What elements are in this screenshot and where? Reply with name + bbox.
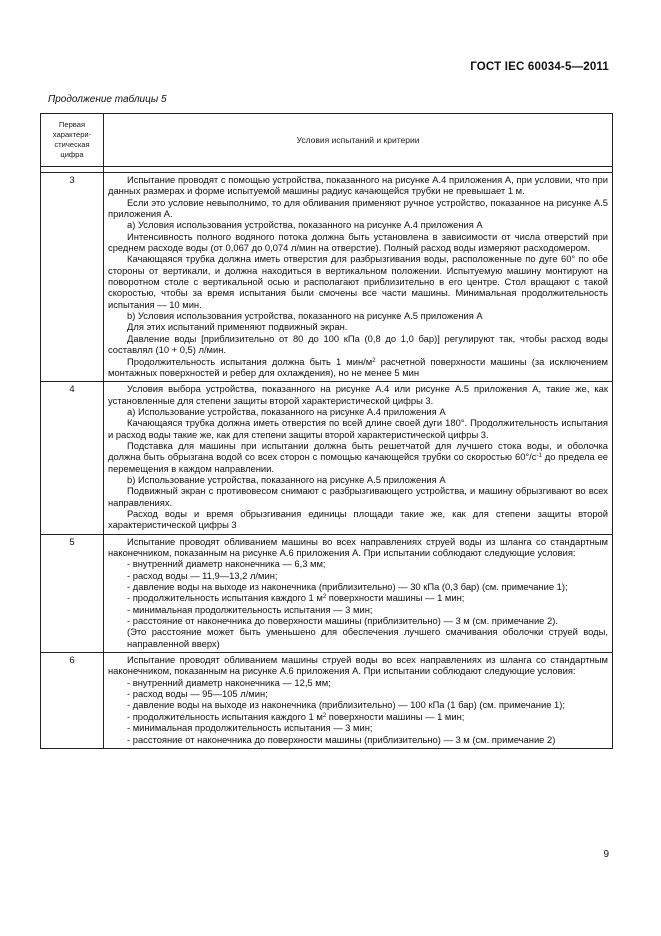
- condition-paragraph: Продолжительность испытания должна быть 1 мин/$м^2$ расчетной поверхности машины (за исключением монтажных поверхностей и ребер для охлаждения), но не менее 5 мин: [108, 355, 611, 378]
- page-number: 9: [603, 849, 609, 860]
- row-digit: 3: [41, 173, 104, 382]
- condition-list-item: - внутренний диаметр наконечника — 6,3 мм;: [127, 558, 326, 570]
- condition-paragraph: а) Использование устройства, показанного на рисунке А.4 приложения А: [127, 405, 446, 417]
- condition-paragraph: b) Использование устройства, показанного на рисунке А.5 приложения А: [127, 473, 446, 485]
- condition-paragraph: Интенсивность полного водяного потока должна быть установлена в зависимости от числа отверстий при среднем расходе воды (от 0,067 до 0,074 л/мин на отверстие). Полный расход воды измеряют расходомером.: [108, 230, 611, 254]
- condition-list-item: - давление воды на выходе из наконечника (приблизительно) — 30 кПа (0,3 бар) (см. примечание 1);: [127, 581, 568, 593]
- condition-paragraph: Испытание проводят обливанием машины струей воды во всех направлениях из шланга со стандартным наконечником, показанным на рисунке А.6 приложения А. При испытании соблюдают следующие условия:: [108, 654, 611, 677]
- condition-list-item: - расход воды — 11,9—13,2 л/мин;: [127, 569, 278, 581]
- condition-list-item: - расход воды — 95—105 л/мин;: [127, 688, 268, 700]
- document-code: ГОСТ IEC 60034-5—2011: [470, 61, 609, 73]
- condition-paragraph: b) Условия использования устройства, показанного на рисунке А.5 приложения А: [127, 310, 483, 322]
- condition-paragraph: а) Условия использования устройства, показанного на рисунке А.4 приложения А: [127, 219, 483, 231]
- condition-list-item: - продолжительность испытания каждого 1 $м^2$ поверхности машины — 1 мин;: [127, 592, 465, 604]
- condition-list-item: - продолжительность испытания каждого 1 $м^2$ поверхности машины — 1 мин;: [127, 710, 465, 722]
- condition-list-item: - расстояние от наконечника до поверхности машины (приблизительно) — 3 м (см. примечание 2).: [127, 615, 558, 627]
- row-digit: 6: [41, 653, 104, 749]
- condition-paragraph: Для этих испытаний применяют подвижный экран.: [127, 321, 348, 333]
- condition-paragraph: Условия выбора устройства, показанного на рисунке А.4 или рисунке А.5 приложения А, такие же, как установленные для степени защиты второй характеристической цифры 3.: [108, 383, 611, 406]
- condition-paragraph: Расход воды и время обрызгивания единицы площади такие же, как для степени защиты второй характеристической цифры 3: [108, 507, 611, 531]
- header-first-digit-line: характери-: [52, 130, 92, 139]
- row-conditions: [104, 173, 613, 382]
- condition-list-item: - минимальная продолжительность испытания — 3 мин;: [127, 722, 373, 734]
- row-digit: 4: [41, 382, 104, 534]
- table-row: [41, 653, 613, 749]
- condition-paragraph: Подставка для машины при испытании должна быть решетчатой для лучшего стока воды, и оболочка должна быть обрызгана водой со всех сторон с помощью качающейся трубки со скоростью $60^\circ/с^{-1}$ до предела ее перемещения в каждом направлении.: [108, 439, 611, 474]
- conditions-table: [40, 113, 613, 749]
- condition-paragraph: Подвижный экран с противовесом снимают с разбрызгивающего устройства, и машину обрызгивают во всех направлениях.: [108, 485, 611, 508]
- row-conditions: [104, 534, 613, 652]
- condition-paragraph: Давление воды [приблизительно от 80 до 100 кПа (0,8 до 1,0 бар)] регулируют так, чтобы расход воды составлял (10 + 0,5) л/мин.: [108, 332, 611, 356]
- condition-list-item: - расстояние от наконечника до поверхности машины (приблизительно) — 3 м (см. примечание 2): [127, 733, 556, 745]
- row-digit: 5: [41, 534, 104, 652]
- condition-paragraph: Испытание проводят с помощью устройства, показанного на рисунке А.4 приложения А, при условии, что при данных размерах и форме испытуемой машины радиус качающейся трубки не превышает 1 м.: [108, 174, 611, 197]
- row-conditions: [104, 382, 613, 534]
- header-first-digit-line: цифра: [60, 150, 84, 159]
- table-row: [41, 534, 613, 652]
- header-first-digit: [41, 114, 104, 167]
- header-first-digit-line: Первая: [58, 120, 86, 129]
- condition-paragraph: Качающаяся трубка должна иметь отверстия для разбрызгивания воды, расположенные по дуге 60° по обе стороны от вертикали, и должна находиться в вертикальном положении. Испытуемую машину монтируют на поворотном столе с вертикальной осью и располагают приблизительно в его центре. Стол вращают с такой скоростью, чтобы за время испытания были смочены все части машины. Минимальная продолжительность испытания — 10 мин.: [108, 253, 611, 310]
- condition-paragraph: Качающаяся трубка должна иметь отверстия по всей длине своей дуги 180°. Продолжительность испытания и расход воды такие же, как для степени защиты второй характеристической цифры 3.: [108, 417, 611, 440]
- condition-note: (Это расстояние может быть уменьшено для обеспечения лучшего смачивания оболочки струей воды, направленной вверх): [127, 626, 611, 649]
- condition-paragraph: Испытание проводят обливанием машины во всех направлениях струей воды из шланга со стандартным наконечником, показанным на рисунке А.6 приложения А. При испытании соблюдают следующие условия:: [108, 535, 611, 558]
- table-row: [41, 173, 613, 382]
- table-row: [41, 382, 613, 534]
- row-conditions: [104, 653, 613, 749]
- condition-list-item: - минимальная продолжительность испытания — 3 мин;: [127, 603, 373, 615]
- table-caption: Продолжение таблицы 5: [48, 94, 167, 105]
- table-body: [41, 167, 613, 749]
- condition-list-item: - внутренний диаметр наконечника — 12,5 мм;: [127, 676, 331, 688]
- header-first-digit-line: стическая: [54, 140, 90, 149]
- condition-list-item: - давление воды на выходе из наконечника (приблизительно) — 100 кПа (1 бар) (см. примечание 1);: [127, 699, 565, 711]
- table-header-row: [41, 114, 613, 167]
- header-conditions: Условия испытаний и критерии: [104, 114, 613, 167]
- condition-paragraph: Если это условие невыполнимо, то для обливания применяют ручное устройство, показанное на рисунке А.5 приложения А.: [108, 196, 611, 220]
